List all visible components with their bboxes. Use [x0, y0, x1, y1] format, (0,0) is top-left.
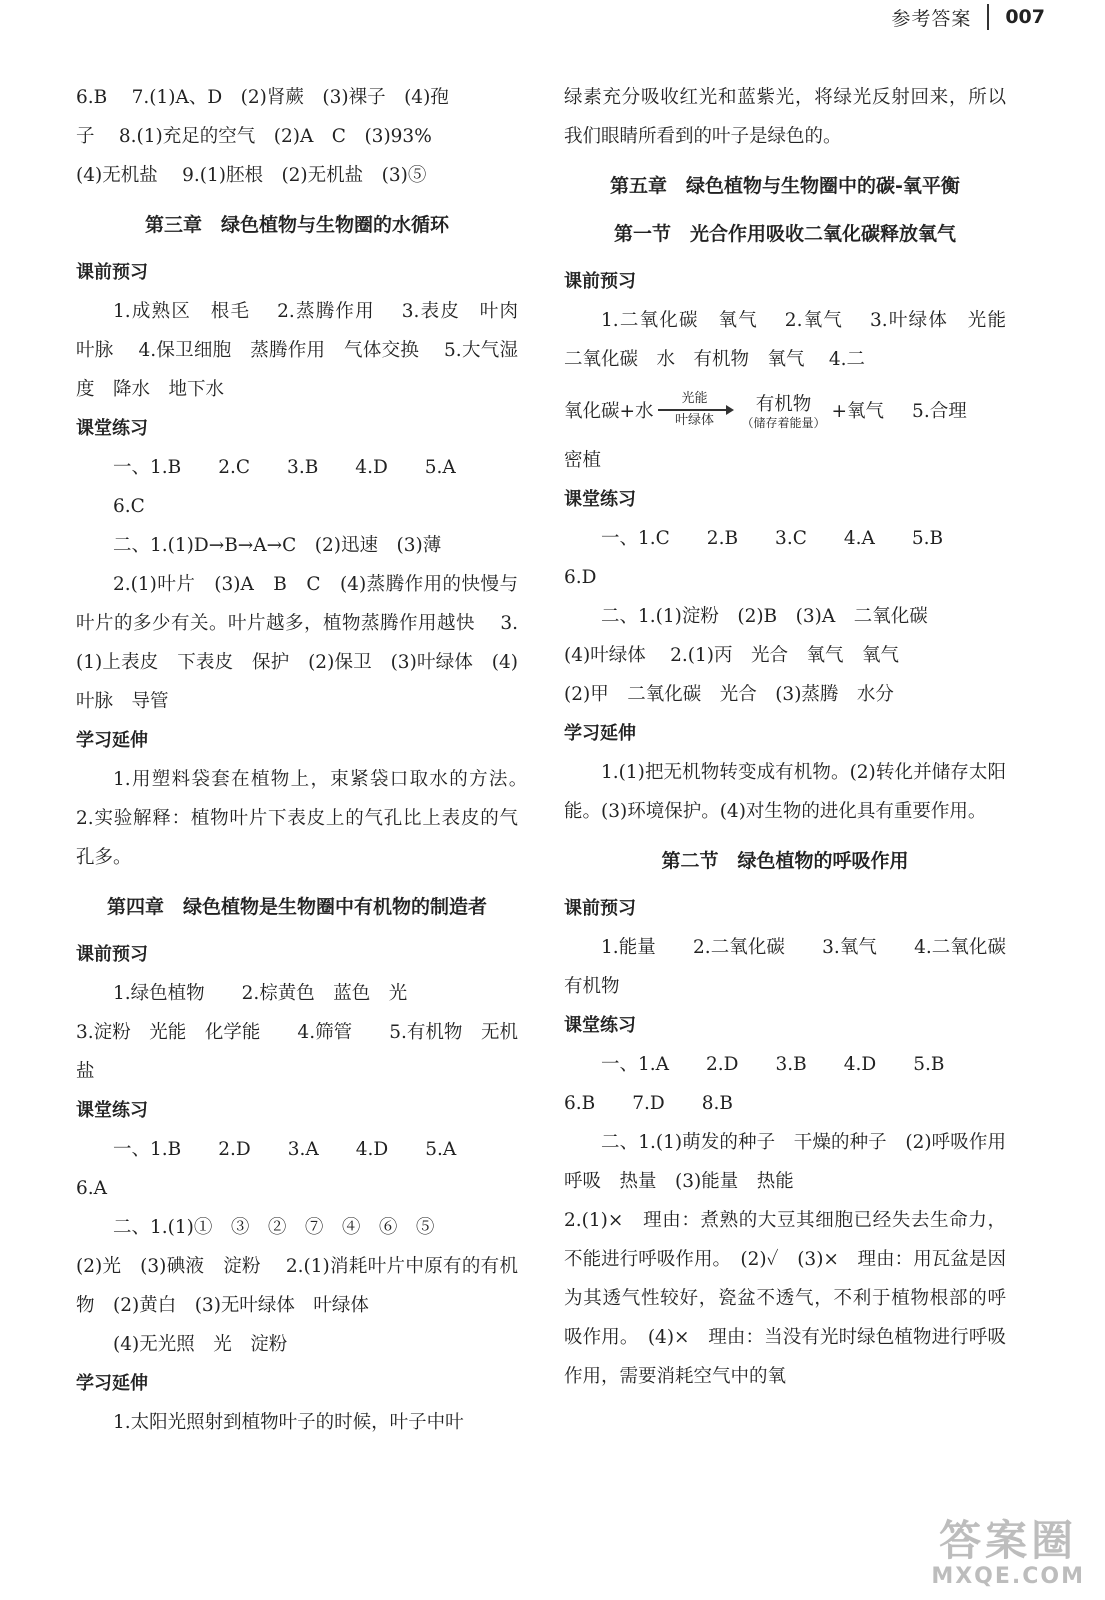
ch3-class-label: 课堂练习	[76, 418, 148, 439]
ch4-class-label: 课堂练习	[76, 1100, 148, 1121]
sec2-class-line-2: 6.B 7.D 8.B	[564, 1093, 733, 1114]
sec1-class-line-4: (4)叶绿体 2.(1)丙 光合 氧气 氧气	[564, 645, 899, 666]
arrow-condition-top: 光能	[681, 391, 708, 406]
ch4-class-line-3: 二、1.(1)① ③ ② ⑦ ④ ⑥ ⑤	[113, 1217, 435, 1238]
section-1-title: 第一节 光合作用吸收二氧化碳释放氧气	[613, 223, 956, 245]
sec2-class-label: 课堂练习	[564, 1015, 636, 1036]
sec2-preview-label: 课前预习	[564, 898, 636, 919]
ch4-preview-line-1: 1.绿色植物 2.棕黄色 蓝色 光	[113, 983, 408, 1004]
site-watermark	[931, 1516, 1085, 1589]
ch3-extension-text: 1.用塑料袋套在植物上，束紧袋口取水的方法。 2.实验解释：植物叶片下表皮上的气孔比上表皮的气孔多。	[76, 769, 537, 868]
formula-after-text: 5.合理	[912, 401, 967, 422]
ch4-class-line-5: (4)无光照 光 淀粉	[113, 1334, 288, 1355]
ch4-extension-label: 学习延伸	[76, 1373, 148, 1394]
intro-line-1: 6.B 7.(1)A、D (2)肾蕨 (3)裸子 (4)孢	[76, 87, 449, 108]
sec1-class-line-1: 一、1.C 2.B 3.C 4.A 5.B	[601, 528, 944, 549]
arrow-line	[658, 409, 732, 411]
continued-text: 绿素充分吸收红光和蓝紫光，将绿光反射回来，所以我们眼睛所看到的叶子是绿色的。	[564, 87, 1006, 147]
ch4-extension-text: 1.太阳光照射到植物叶子的时候，叶子中叶	[113, 1412, 464, 1433]
sec1-preview-after: 密植	[564, 450, 602, 471]
formula-product	[742, 390, 826, 430]
page-header	[891, 0, 1045, 34]
sec2-class-line-4: 2.(1)× 理由：煮熟的大豆其细胞已经失去生命力，不能进行呼吸作用。 (2)✓ (3)× 理由：用瓦盆是因为其透气性较好，瓷盆不透气，不利于植物根部的呼吸作用。 (4)× 理由：当没有光时绿色植物进行呼吸作用，需要消耗空气中的氧	[564, 1210, 1006, 1387]
ch3-preview-label: 课前预习	[76, 262, 148, 283]
section-2-title: 第二节 绿色植物的呼吸作用	[661, 850, 909, 872]
sec2-class-line-3: 二、1.(1)萌发的种子 干燥的种子 (2)呼吸作用 呼吸 热量 (3)能量 热能	[564, 1132, 1025, 1192]
chapter-5-title: 第五章 绿色植物与生物圈中的碳-氧平衡	[610, 175, 960, 197]
photosynthesis-formula	[564, 379, 1006, 441]
ch3-preview-text: 1.成熟区 根毛 2.蒸腾作用 3.表皮 叶肉 叶脉 4.保卫细胞 蒸腾作用 气体交换 5.大气湿度 降水 地下水	[76, 301, 537, 400]
ch4-class-line-1: 一、1.B 2.D 3.A 4.D 5.A	[113, 1139, 457, 1160]
ch3-extension-label: 学习延伸	[76, 730, 148, 751]
header-separator	[987, 4, 989, 30]
formula-product-note: （储存着能量）	[741, 416, 826, 430]
ch4-class-line-4: (2)光 (3)碘液 淀粉 2.(1)消耗叶片中原有的有机物 (2)黄白 (3)无叶绿体 叶绿体	[76, 1256, 518, 1316]
sec1-class-label: 课堂练习	[564, 489, 636, 510]
sec1-preview-text: 1.二氧化碳 氧气 2.氧气 3.叶绿体 光能 二氧化碳 水 有机物 氧气 4.二	[564, 310, 1025, 370]
ch3-class-line-2: 6.C	[113, 496, 145, 517]
sec1-extension-label: 学习延伸	[564, 723, 636, 744]
ch3-class-line-1: 一、1.B 2.C 3.B 4.D 5.A	[113, 457, 456, 478]
sec1-class-line-2: 6.D	[564, 567, 597, 588]
header-title: 参考答案	[891, 7, 972, 30]
sec1-class-line-5: (2)甲 二氧化碳 光合 (3)蒸腾 水分	[564, 684, 894, 705]
intro-line-3: (4)无机盐 9.(1)胚根 (2)无机盐 (3)⑤	[76, 165, 427, 186]
watermark-logo-text: 答案圈	[939, 1516, 1078, 1565]
arrow-condition-bottom: 叶绿体	[675, 413, 715, 428]
page-number: 007	[1005, 6, 1045, 28]
intro-line-2: 子 8.(1)充足的空气 (2)A C (3)93%	[76, 126, 432, 147]
ch4-preview-label: 课前预习	[76, 944, 148, 965]
left-column	[76, 78, 537, 1442]
ch4-class-line-2: 6.A	[76, 1178, 108, 1199]
sec1-extension-text: 1.(1)把无机物转变成有机物。(2)转化并储存太阳能。(3)环境保护。(4)对生物的进化具有重要作用。	[564, 762, 1006, 822]
formula-reactants: 氧化碳+水	[564, 401, 654, 422]
right-column	[564, 78, 1025, 1396]
reaction-arrow	[658, 391, 732, 429]
ch4-preview-line-2: 3.淀粉 光能 化学能 4.筛管 5.有机物 无机盐	[76, 1022, 518, 1082]
sec1-preview-label: 课前预习	[564, 271, 636, 292]
chapter-4-title: 第四章 绿色植物是生物圈中有机物的制造者	[106, 896, 487, 918]
ch3-class-line-3: 二、1.(1)D→B→A→C (2)迅速 (3)薄	[113, 535, 442, 556]
sec1-class-line-3: 二、1.(1)淀粉 (2)B (3)A 二氧化碳	[601, 606, 928, 627]
sec2-preview-text: 1.能量 2.二氧化碳 3.氧气 4.二氧化碳 有机物	[564, 937, 1025, 997]
formula-product-name: 有机物	[755, 394, 812, 415]
ch3-class-line-4: 2.(1)叶片 (3)A B C (4)蒸腾作用的快慢与叶片的多少有关。叶片越多，植物蒸腾作用越快 3.(1)上表皮 下表皮 保护 (2)保卫 (3)叶绿体 (4)叶脉 导管	[76, 574, 518, 712]
sec2-class-line-1: 一、1.A 2.D 3.B 4.D 5.B	[601, 1054, 945, 1075]
chapter-3-title: 第三章 绿色植物与生物圈的水循环	[144, 214, 449, 236]
formula-oxygen: +氧气	[831, 401, 885, 422]
watermark-domain: MXQE.COM	[931, 1564, 1085, 1589]
